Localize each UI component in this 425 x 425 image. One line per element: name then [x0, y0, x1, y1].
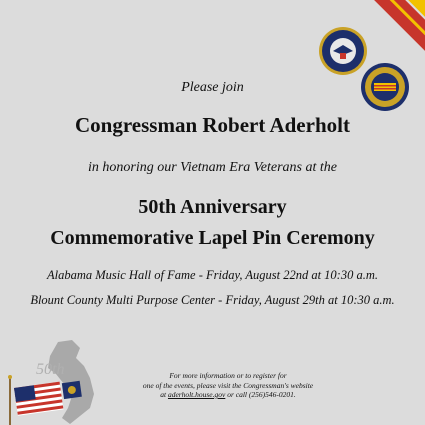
- info-line-1: For more information or to register for: [169, 371, 287, 380]
- info-suffix: or call (256)546-0201.: [225, 390, 296, 399]
- ceremony-title-line-2: Commemorative Lapel Pin Ceremony: [50, 227, 375, 249]
- anniversary-mark: 50th: [36, 361, 65, 378]
- vietnam-map-icon: [0, 338, 120, 425]
- ceremony-title-line-1: 50th Anniversary: [138, 196, 287, 218]
- info-prefix: at: [160, 390, 168, 399]
- info-line-3: [118, 390, 338, 400]
- event-line-2: Blount County Multi Purpose Center - Friday, August 29th at 10:30 a.m.: [30, 293, 395, 307]
- website-link[interactable]: aderholt.house.gov: [167, 390, 226, 399]
- department-of-defense-seal-icon: [318, 26, 368, 76]
- info-block: [118, 371, 338, 400]
- event-line-1: Alabama Music Hall of Fame - Friday, August 22nd at 10:30 a.m.: [47, 268, 378, 282]
- info-line-2: one of the events, please visit the Congressman's website: [142, 380, 314, 390]
- host-name: Congressman Robert Aderholt: [75, 113, 350, 137]
- honoring-line: in honoring our Vietnam Era Veterans at the: [88, 160, 337, 175]
- invite-intro: Please join: [181, 80, 244, 95]
